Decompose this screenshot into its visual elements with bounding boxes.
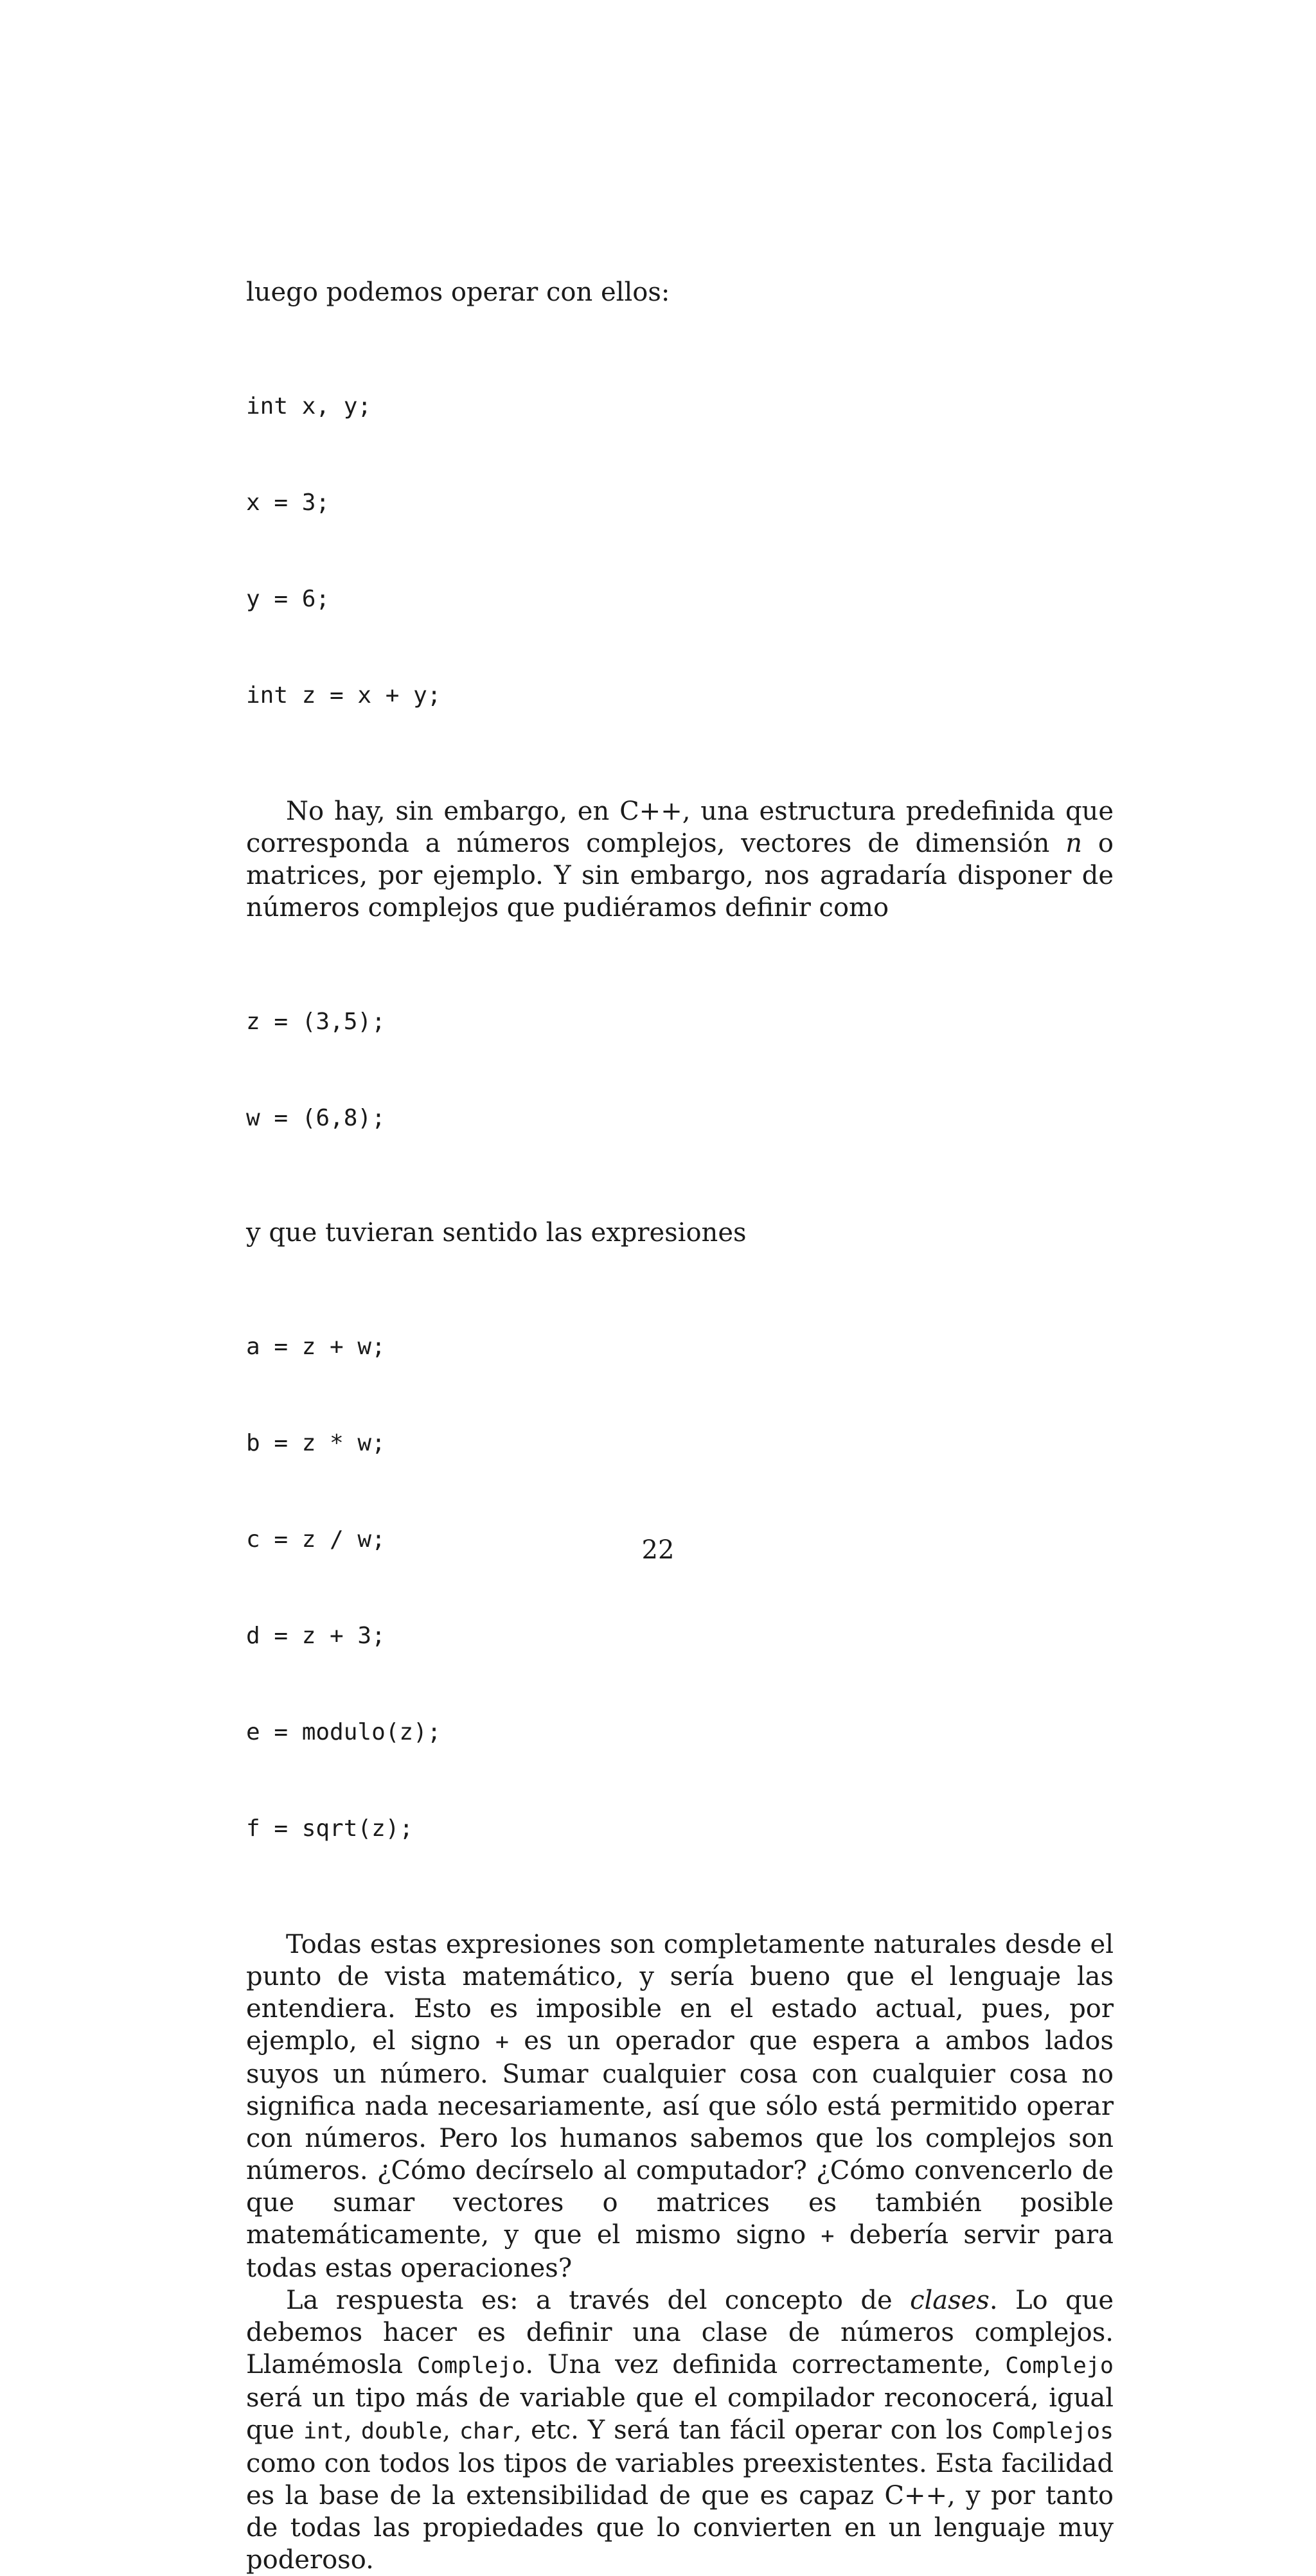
code-line: c = z / w; [246, 1526, 386, 1553]
code-complejo: Complejo [1005, 2353, 1114, 2379]
text-run: , [344, 2415, 361, 2445]
text-run: . Lo que debemos hacer es definir una clase de números complejos. Llamémosla [246, 2286, 1114, 2379]
code-line: x = 3; [246, 490, 330, 516]
code-line: b = z * w; [246, 1430, 386, 1456]
code-line: int z = x + y; [246, 682, 441, 709]
code-block-variables [246, 326, 1114, 776]
code-line: w = (6,8); [246, 1105, 386, 1131]
intro-text: luego podemos operar con ellos: [246, 278, 670, 307]
code-double: double [360, 2419, 443, 2444]
text-run: debería servir para todas estas operaciones? [246, 2220, 1114, 2283]
code-block-complex-def [246, 942, 1114, 1199]
paragraph-no-hay [246, 795, 1114, 924]
paragraph-respuesta [246, 2284, 1114, 2576]
code-block-expressions [246, 1267, 1114, 1909]
plus-operator: + [495, 2029, 509, 2055]
text-run: , etc. Y será tan fácil operar con los [513, 2415, 992, 2445]
paragraph-todas [246, 1928, 1114, 2284]
code-line: z = (3,5); [246, 1009, 386, 1035]
code-line: a = z + w; [246, 1334, 386, 1360]
code-complejos: Complejos [991, 2419, 1114, 2444]
code-char: char [459, 2419, 514, 2444]
code-int: int [303, 2419, 344, 2444]
code-complejo: Complejo [416, 2353, 526, 2379]
text-run: o matrices, por ejemplo. Y sin embargo, nos agradaría disponer de números complejos que pudiéramos definir como [246, 829, 1114, 922]
page-body [246, 276, 1114, 2576]
page-number: 22 [641, 1535, 675, 1565]
code-line: f = sqrt(z); [246, 1815, 414, 1842]
text-run: No hay, sin embargo, en C++, una estructura predefinida que corresponda a números complejos, vectores de dimensión [246, 797, 1114, 858]
term-clases: clases [910, 2286, 990, 2315]
code-line: y = 6; [246, 586, 330, 612]
text-run: La respuesta es: a través del concepto de [286, 2286, 911, 2315]
text-run: . Una vez definida correctamente, [525, 2350, 1006, 2379]
text-run: , [442, 2415, 459, 2445]
text-run: como con todos los tipos de variables preexistentes. Esta facilidad es la base de la extensibilidad de que es capaz C++, y por tanto de todas las propiedades que lo convierten en un lenguaje muy poderoso. [246, 2449, 1114, 2575]
paragraph-y-que: y que tuvieran sentido las expresiones [246, 1218, 747, 1248]
text-run: Todas estas expresiones son completamente naturales desde el punto de vista matemático, y sería bueno que el lenguaje las entendiera. Esto es imposible en el estado actual, pues, por ejemplo, el signo [246, 1930, 1114, 2056]
text-run: será un tipo más de variable que el compilador reconocerá, igual que [246, 2383, 1114, 2445]
code-line: d = z + 3; [246, 1623, 386, 1649]
math-n: n [1065, 829, 1083, 858]
text-run: es un operador que espera a ambos lados suyos un número. Sumar cualquier cosa con cualquier cosa no significa nada necesariamente, así que sólo está permitido operar con números. Pero los humanos sabemos que los complejos son números. ¿Cómo decírselo al computador? ¿Cómo convencerlo de que sumar vectores o matrices es también posible matemáticamente, y que el mismo signo [246, 2026, 1114, 2250]
code-line: int x, y; [246, 393, 372, 419]
plus-operator: + [821, 2223, 835, 2249]
code-line: e = modulo(z); [246, 1719, 441, 1745]
